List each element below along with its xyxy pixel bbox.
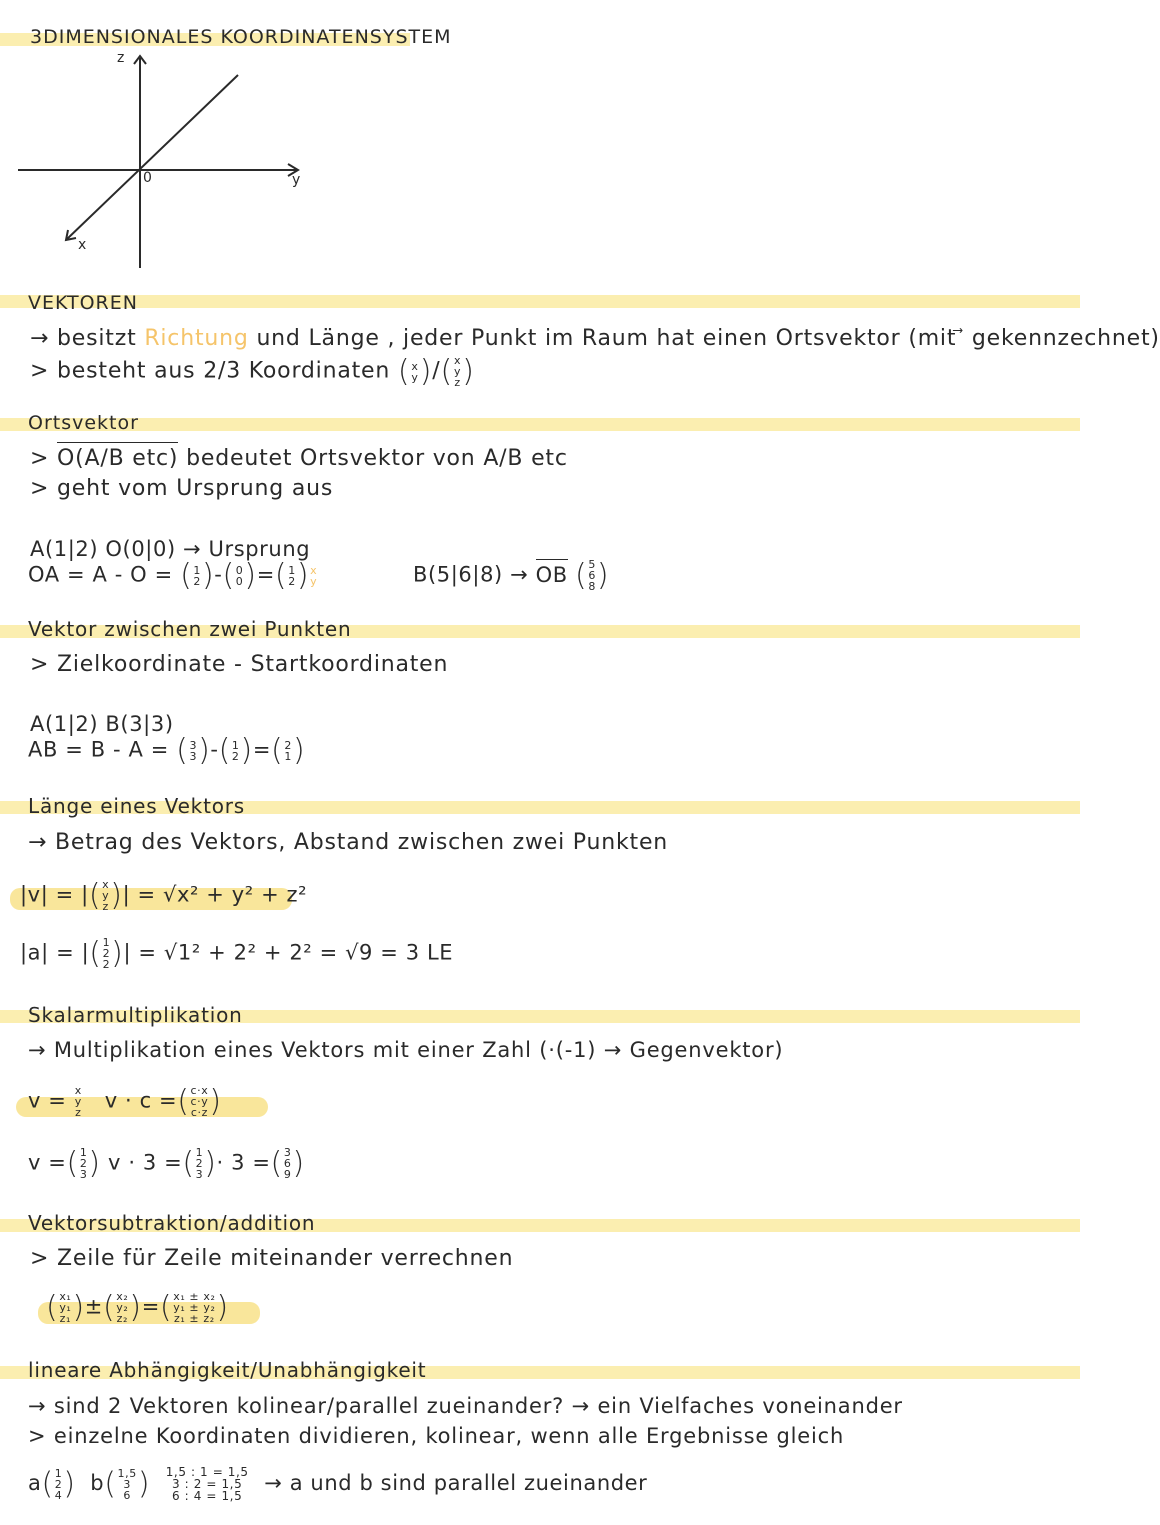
paren: ( (46, 1290, 59, 1325)
v: 1 (54, 1466, 63, 1480)
linear-line1: → sind 2 Vektoren kolinear/parallel zueinander? → ein Vielfaches voneinander (28, 1394, 903, 1418)
vektoren-line1 (30, 326, 1160, 351)
v: 2 (231, 749, 240, 763)
v: x₂ (116, 1290, 129, 1303)
col (193, 565, 201, 587)
linear-heading: lineare Abhängigkeit/Unabhängigkeit (28, 1358, 427, 1382)
paren: ( (222, 558, 235, 593)
richtung-text: Richtung (144, 326, 249, 351)
text: bedeutet Ortsvektor von A/B etc (186, 446, 568, 471)
addsub-formula: ( x₁ y₁ z₁ )±( x₂ y₂ z₂ )=( x₁ ± x₂ y₁ ± y₂ z₁ ± z₂ ) (46, 1290, 229, 1325)
v: 1,5 (117, 1466, 137, 1480)
paren: ( (159, 1290, 173, 1325)
paren: ( (182, 1146, 195, 1181)
paren: ) (137, 1466, 151, 1502)
v: 2 (54, 1477, 63, 1491)
text: und Länge , jeder Punkt im Raum hat einen Ortsvektor (mit (256, 326, 957, 351)
col (102, 879, 109, 912)
v: 5 (588, 558, 596, 571)
v: 2 (195, 1157, 204, 1170)
v: 6 : 4 = 1,5 (172, 1489, 243, 1503)
v: y₁ (59, 1301, 72, 1314)
v: z₁ ± z₂ (173, 1312, 215, 1325)
v: 4 (54, 1488, 63, 1502)
text: v = (28, 1150, 67, 1175)
ortsvektor-heading: Ortsvektor (28, 412, 139, 434)
v: 1,5 : 1 = 1,5 (165, 1465, 249, 1479)
skalar-line1: → Multiplikation eines Vektors mit einer Zahl (·(-1) → Gegenvektor) (28, 1038, 784, 1062)
v: 1 (288, 563, 296, 577)
paren: ) (198, 733, 211, 768)
ortsvektor-line1 (30, 446, 568, 471)
paren: ) (244, 558, 257, 593)
text: v · c = (104, 1088, 178, 1113)
v: z₁ (59, 1312, 72, 1325)
v: z (102, 900, 109, 913)
text: |a| = | (20, 940, 90, 965)
col (118, 1468, 137, 1501)
text: ± (84, 1294, 103, 1319)
v: z (454, 376, 461, 389)
paren: ) (216, 1290, 229, 1325)
linear-example (28, 1466, 647, 1502)
z-axis-label: z (117, 50, 125, 66)
paren: ( (180, 558, 193, 593)
ortsvektor-ex-b (413, 558, 609, 593)
col (588, 559, 596, 592)
vec2-col (411, 361, 418, 383)
paren: ) (240, 733, 253, 768)
col (75, 1085, 82, 1118)
text: > besteht aus 2/3 Koordinaten (30, 358, 391, 384)
v: 2 (288, 574, 296, 588)
paren: ) (63, 1466, 76, 1502)
v: 3 (189, 738, 198, 752)
v: 1 (79, 1146, 88, 1159)
coordinate-system-diagram (10, 50, 330, 275)
vektoren-line2: > besteht aus 2/3 Koordinaten ( x y )/( x y z ) (30, 354, 475, 389)
paren: ) (292, 1146, 305, 1181)
v: y (411, 370, 419, 384)
v: y (102, 889, 110, 902)
col (236, 565, 244, 587)
v: y (453, 365, 462, 378)
paren: ) (111, 936, 124, 971)
paren: ( (218, 733, 231, 768)
text: AB = B - A = (28, 737, 169, 762)
v: x (102, 878, 110, 891)
overarrow-icon: ⃗ (964, 326, 972, 351)
col (103, 937, 111, 970)
paren: ) (462, 354, 475, 389)
v: x (453, 354, 462, 367)
v: 0 (235, 563, 244, 577)
col (191, 1085, 209, 1118)
vektoren-heading: VEKTOREN (28, 292, 138, 314)
laenge-line1: → Betrag des Vektors, Abstand zwischen zwei Punkten (28, 830, 669, 855)
v: 1 (195, 1146, 204, 1159)
v: y (310, 574, 318, 588)
v: x (310, 563, 318, 577)
arrow-icon: → (30, 326, 50, 351)
paren: ( (104, 1466, 117, 1502)
paren: ( (575, 558, 588, 593)
text: → a und b sind parallel zueinander (264, 1471, 648, 1495)
addsub-line1: > Zeile für Zeile miteinander verrechnen (30, 1246, 514, 1271)
col (196, 1147, 204, 1180)
v: 2 (102, 947, 111, 960)
v: 3 (195, 1168, 204, 1181)
ortsvektor-ex-calc: OA = A - O = ( 1 2 )-( 0 0 )=( 1 2 ) x y (28, 558, 318, 593)
paren: ) (292, 733, 306, 768)
paren: ( (102, 1290, 116, 1325)
paren: ) (88, 1146, 101, 1181)
ortsvektor-line2: > geht vom Ursprung aus (30, 476, 334, 501)
text: |v| = | (20, 882, 89, 907)
col (55, 1468, 63, 1501)
origin-label: 0 (143, 170, 152, 186)
paren: ( (88, 878, 102, 913)
v: x₁ (59, 1290, 72, 1303)
paren: ( (41, 1466, 54, 1502)
v: y (74, 1095, 82, 1108)
v: 2 (102, 958, 111, 971)
zwischen-ex-points: A(1|2) B(3|3) (30, 712, 174, 736)
paren: ( (271, 733, 284, 768)
v: 3 (283, 1146, 292, 1159)
v: 9 (283, 1168, 292, 1181)
zwischen-line1: > Zielkoordinate - Startkoordinaten (30, 652, 449, 677)
text: B(5|6|8) → (413, 562, 529, 587)
paren: ( (440, 354, 453, 389)
paren: ( (397, 354, 411, 389)
laenge-example (20, 936, 453, 971)
col (166, 1466, 249, 1502)
v: 3 (189, 749, 198, 763)
col (80, 1147, 88, 1180)
paren: ) (296, 558, 310, 593)
v: c·y (190, 1095, 209, 1108)
v: 3 (123, 1477, 131, 1491)
v: 2 (79, 1157, 88, 1170)
text: | = √x² + y² + z² (122, 882, 308, 907)
y-axis-label: y (292, 172, 301, 188)
v: c·x (190, 1084, 209, 1097)
vec3-col (454, 355, 461, 388)
v: z (75, 1106, 82, 1119)
page-title: 3DIMENSIONALES KOORDINATENSYSTEM (30, 26, 452, 48)
v: 2 (284, 738, 292, 752)
v: 2 (193, 574, 201, 588)
skalar-heading: Skalarmultiplikation (28, 1003, 243, 1027)
text: A(1|2) O(0|0) (30, 537, 176, 561)
paren: ) (201, 558, 215, 593)
text: v · 3 = (108, 1150, 183, 1175)
text: v = (28, 1088, 67, 1113)
zwischen-ex-calc: AB = B - A = ( 3 3 )-( 1 2 )=( 2 1 ) (28, 733, 306, 768)
v: 3 : 2 = 1,5 (172, 1477, 243, 1491)
paren: ( (89, 936, 102, 971)
col (232, 740, 240, 762)
paren: ) (129, 1290, 142, 1325)
x-axis-label: x (78, 237, 87, 253)
vektoren-highlight (0, 295, 1080, 308)
text: > (30, 446, 50, 471)
skalar-formula (28, 1084, 222, 1119)
text: → Ursprung (183, 537, 311, 561)
linear-line2: > einzelne Koordinaten dividieren, kolinear, wenn alle Ergebnisse gleich (28, 1424, 845, 1448)
text: besitzt (57, 326, 137, 351)
v: 1 (193, 563, 201, 577)
paren: ( (176, 733, 189, 768)
text: b (90, 1471, 105, 1495)
laenge-heading: Länge eines Vektors (28, 794, 245, 818)
paren: ( (274, 558, 288, 593)
v: 0 (235, 574, 244, 588)
v: 1 (102, 936, 111, 949)
v: 6 (123, 1488, 131, 1502)
v: x (74, 1084, 82, 1097)
col (59, 1291, 71, 1324)
laenge-formula (20, 878, 307, 913)
addsub-heading: Vektorsubtraktion/addition (28, 1211, 316, 1235)
overline-text: O(A/B etc) (57, 446, 179, 471)
v: 1 (284, 749, 292, 763)
col (288, 565, 296, 587)
paren: ) (596, 558, 610, 593)
zwischen-heading: Vektor zwischen zwei Punkten (28, 617, 352, 641)
ortsvektor-highlight (0, 418, 1080, 431)
skalar-example (28, 1146, 305, 1181)
text: a (28, 1471, 42, 1495)
overline-text: OB (535, 562, 568, 587)
paren: ( (66, 1146, 79, 1181)
text: OA = A - O = (28, 562, 173, 587)
v: c·z (190, 1106, 209, 1119)
v: 1 (231, 738, 240, 752)
v: x₁ ± x₂ (173, 1290, 216, 1303)
text: · 3 = (216, 1150, 271, 1175)
v: 3 (79, 1168, 88, 1181)
v: 6 (588, 569, 596, 582)
text: | = √1² + 2² + 2² = √9 = 3 LE (123, 940, 454, 965)
col (173, 1291, 215, 1324)
paren: ( (270, 1146, 283, 1181)
v: 8 (588, 580, 596, 593)
v: y₁ ± y₂ (173, 1301, 216, 1314)
col (189, 740, 197, 762)
v: x (411, 359, 419, 373)
col (284, 1147, 292, 1180)
v: y₂ (116, 1301, 129, 1314)
paren: ) (110, 878, 123, 913)
col (310, 565, 317, 587)
v: z₂ (116, 1312, 129, 1325)
v: 6 (283, 1157, 292, 1170)
col (116, 1291, 128, 1324)
col (284, 740, 292, 762)
paren: ( (177, 1084, 190, 1119)
paren: ) (72, 1290, 85, 1325)
paren: ) (419, 354, 433, 389)
paren: ) (204, 1146, 217, 1181)
paren: ) (209, 1084, 222, 1119)
text: gekennzechnet) (971, 326, 1160, 351)
